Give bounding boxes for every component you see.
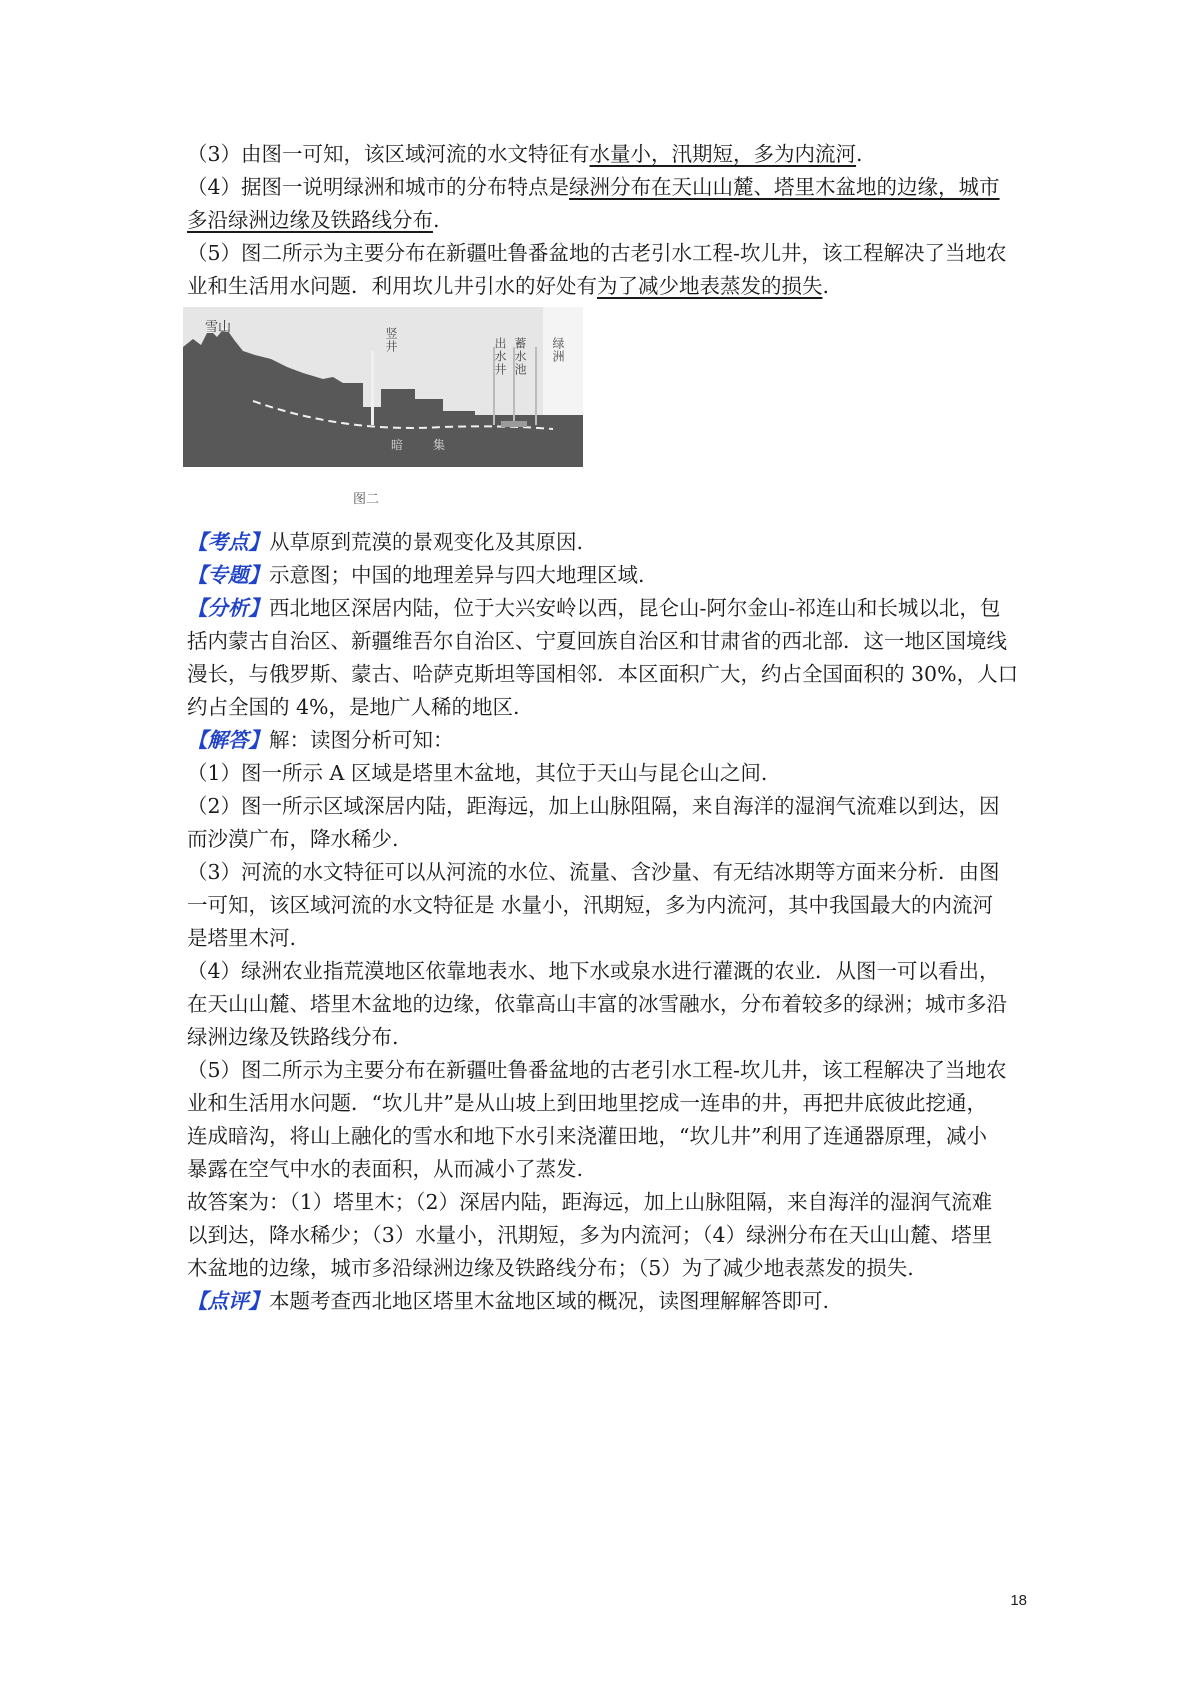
section-tag: 【点评】 [187, 1289, 269, 1313]
dianping-section: 【点评】本题考查西北地区塔里木盆地区域的概况，读图理解解答即可. [187, 1289, 830, 1313]
karez-diagram-figure [183, 307, 583, 512]
answer-underlined: 水量小，汛期短，多为内流河 [589, 142, 857, 166]
label-shaft-well: 竖井 [384, 327, 398, 353]
question-5: （5）图二所示为主要分布在新疆吐鲁番盆地的古老引水工程-坎儿井，该工程解决了当地农 业和生活用水问题．利用坎儿井引水的好处有为了减少地表蒸发的损失. [187, 241, 1007, 298]
section-tag: 【分析】 [187, 596, 269, 620]
jieda-line: 以到达，降水稀少；（3）水量小，汛期短，多为内流河；（4）绿洲分布在天山山麓、塔里 [187, 1223, 993, 1247]
section-tag: 【专题】 [187, 563, 269, 587]
question-4: （4）据图一说明绿洲和城市的分布特点是绿洲分布在天山山麓、塔里木盆地的边缘，城市 多沿绿洲边缘及铁路线分布. [187, 175, 1000, 232]
kaodian-section: 【考点】从草原到荒漠的景观变化及其原因. [187, 530, 584, 554]
label-oasis: 绿洲 [551, 337, 565, 363]
jieda-line: 暴露在空气中水的表面积，从而减小了蒸发. [187, 1157, 584, 1181]
jieda-line: 故答案为：（1）塔里木；（2）深居内陆，距海远，加上山脉阻隔，来自海洋的湿润气流难 [187, 1190, 993, 1214]
section-tag: 【考点】 [187, 530, 269, 554]
jieda-line: （1）图一所示 A 区域是塔里木盆地，其位于天山与昆仑山之间. [187, 761, 768, 785]
figure-caption: 图二 [353, 492, 380, 507]
label-reservoir: 蓄水池 [513, 337, 527, 376]
answer-underlined: 为了减少地表蒸发的损失 [597, 274, 823, 298]
jieda-line: 是塔里木河. [187, 926, 297, 950]
jieda-section: 【解答】解：读图分析可知： [187, 728, 454, 752]
zhuanti-section: 【专题】示意图；中国的地理差异与四大地理区域. [187, 563, 645, 587]
jieda-line: （2）图一所示区域深居内陆，距海远，加上山脉阻隔，来自海洋的湿润气流难以到达，因 [187, 794, 1000, 818]
jieda-line: （3）河流的水文特征可以从河流的水位、流量、含沙量、有无结冰期等方面来分析．由图 [187, 860, 1000, 884]
jieda-line: 木盆地的边缘，城市多沿绿洲边缘及铁路线分布；（5）为了减少地表蒸发的损失. [187, 1256, 914, 1280]
question-3: （3）由图一可知，该区域河流的水文特征有水量小，汛期短，多为内流河. [187, 142, 863, 166]
label-outlet-well: 出水井 [493, 337, 507, 376]
answer-underlined: 多沿绿洲边缘及铁路线分布 [187, 208, 433, 232]
label-snow-mountain: 雪山 [205, 320, 232, 335]
jieda-line: （5）图二所示为主要分布在新疆吐鲁番盆地的古老引水工程-坎儿井，该工程解决了当地农 [187, 1058, 1007, 1082]
jieda-line: （4）绿洲农业指荒漠地区依靠地表水、地下水或泉水进行灌溉的农业．从图一可以看出， [187, 959, 1000, 983]
label-dark-channel: 暗 [391, 438, 404, 452]
fenxi-section: 【分析】西北地区深居内陆，位于大兴安岭以西，昆仑山-阿尔金山-祁连山和长城以北，包 括内蒙古自治区、新疆维吾尔自治区、宁夏回族自治区和甘肃省的西北部．这一地区国境线 漫长，与俄罗斯、蒙古、哈萨克斯坦等国相邻．本区面积广大，约占全国面积的 30%，人口 约占全国的 4%，是地广人稀的地区. [187, 596, 1019, 719]
jieda-line: 在天山山麓、塔里木盆地的边缘，依靠高山丰富的冰雪融水，分布着较多的绿洲；城市多沿 [187, 992, 1007, 1016]
page-content [187, 138, 1025, 1318]
jieda-line: 绿洲边缘及铁路线分布. [187, 1025, 399, 1049]
jieda-line: 连成暗沟，将山上融化的雪水和地下水引来浇灌田地，“坎儿井”利用了连通器原理，减小 [187, 1124, 987, 1148]
jieda-line: 而沙漠广布，降水稀少. [187, 827, 399, 851]
jieda-line: 业和生活用水问题．“坎儿井”是从山坡上到田地里挖成一连串的井，再把井底彼此挖通， [187, 1091, 987, 1115]
answer-underlined: 绿洲分布在天山山麓、塔里木盆地的边缘，城市 [569, 175, 1000, 199]
label-gather: 集 [433, 438, 446, 452]
section-tag: 【解答】 [187, 728, 269, 752]
page-number: 18 [1010, 1592, 1027, 1609]
jieda-line: 一可知，该区域河流的水文特征是 水量小，汛期短，多为内流河，其中我国最大的内流河 [187, 893, 994, 917]
